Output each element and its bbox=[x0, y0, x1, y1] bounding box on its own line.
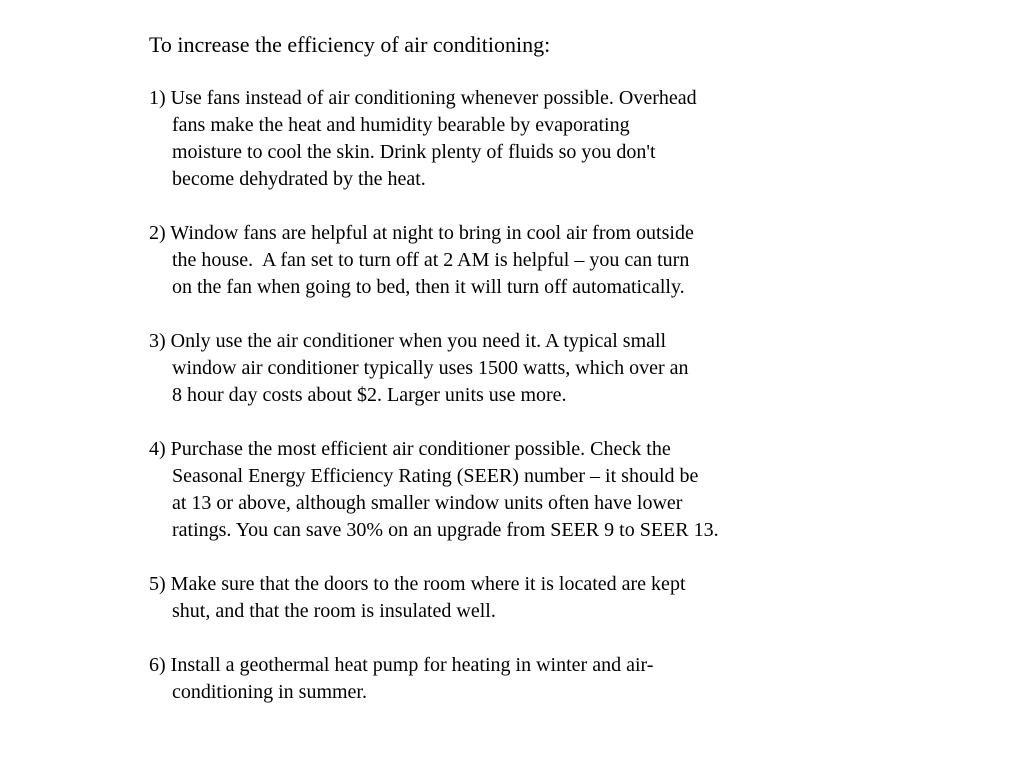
tip-4-line-2: Seasonal Energy Efficiency Rating (SEER) number – it should be bbox=[172, 465, 699, 487]
tip-5-line-1: 5) Make sure that the doors to the room where it is located are kept bbox=[149, 573, 686, 595]
tip-item-5 bbox=[149, 571, 869, 625]
tip-4-line-1: 4) Purchase the most efficient air conditioner possible. Check the bbox=[149, 438, 671, 460]
tip-item-6 bbox=[149, 652, 869, 706]
tips-list bbox=[149, 85, 869, 706]
tip-item-3 bbox=[149, 328, 869, 409]
tip-item-4 bbox=[149, 436, 869, 544]
tip-item-2 bbox=[149, 220, 869, 301]
document-page bbox=[149, 31, 869, 733]
tip-5-line-2: shut, and that the room is insulated well. bbox=[172, 600, 496, 622]
tip-6-line-1: 6) Install a geothermal heat pump for heating in winter and air- bbox=[149, 654, 654, 676]
tip-6-line-2: conditioning in summer. bbox=[172, 681, 367, 703]
page-heading: To increase the efficiency of air conditioning: bbox=[149, 32, 551, 57]
tip-3-line-2: window air conditioner typically uses 1500 watts, which over an bbox=[172, 357, 689, 379]
tip-1-line-3: moisture to cool the skin. Drink plenty of fluids so you don't bbox=[172, 141, 656, 163]
tip-1-line-4: become dehydrated by the heat. bbox=[172, 168, 426, 190]
tip-3-line-1: 3) Only use the air conditioner when you need it. A typical small bbox=[149, 330, 667, 352]
tip-4-line-3: at 13 or above, although smaller window units often have lower bbox=[172, 492, 683, 514]
tip-1-line-2: fans make the heat and humidity bearable by evaporating bbox=[172, 114, 630, 136]
tip-2-line-1: 2) Window fans are helpful at night to bring in cool air from outside bbox=[149, 222, 694, 244]
tip-item-1 bbox=[149, 85, 869, 193]
tip-4-line-4: ratings. You can save 30% on an upgrade from SEER 9 to SEER 13. bbox=[172, 519, 719, 541]
tip-1-line-1: 1) Use fans instead of air conditioning whenever possible. Overhead bbox=[149, 87, 697, 109]
tip-2-line-2: the house. A fan set to turn off at 2 AM is helpful – you can turn bbox=[172, 249, 690, 271]
tip-3-line-3: 8 hour day costs about $2. Larger units use more. bbox=[172, 384, 567, 406]
tip-2-line-3: on the fan when going to bed, then it will turn off automatically. bbox=[172, 276, 685, 298]
